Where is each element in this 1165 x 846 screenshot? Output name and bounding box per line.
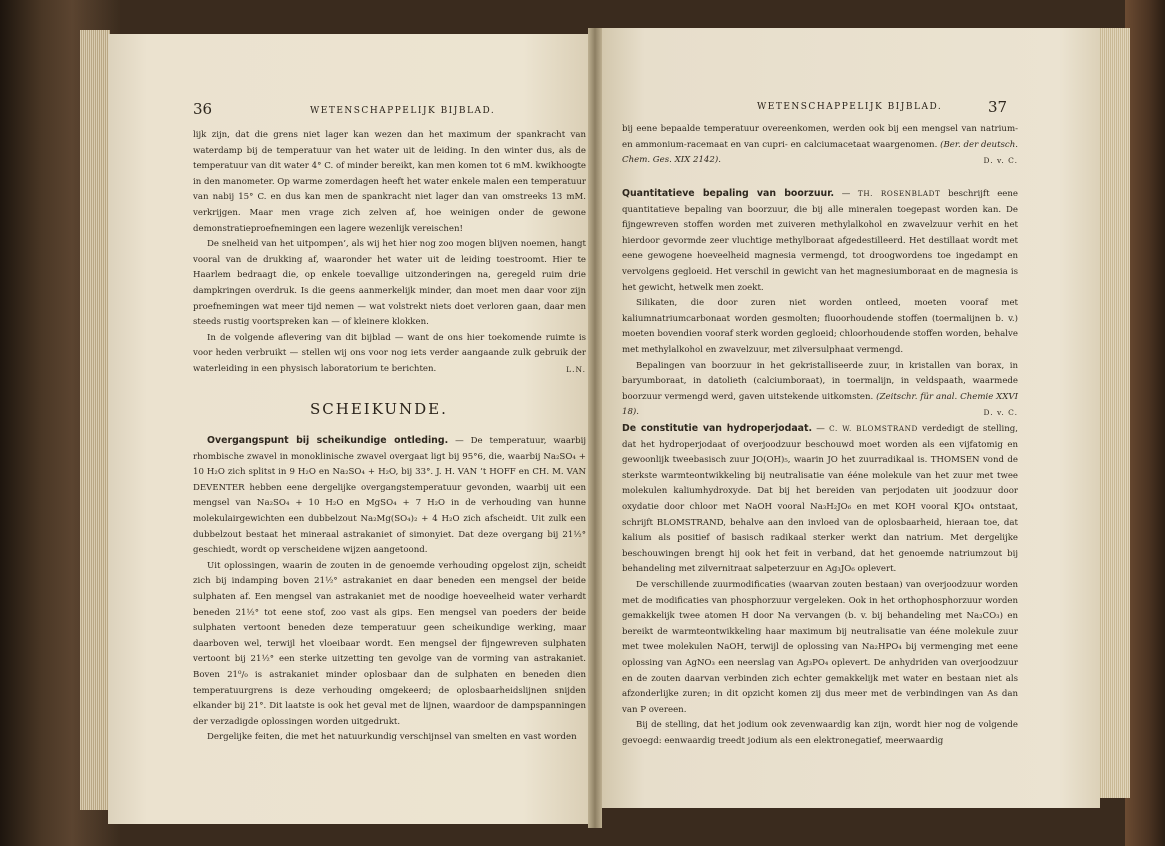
- right-page-number: 37: [988, 98, 1008, 116]
- right-article-1: Quantitatieve bepaling van boorzuur. — TH. ROSENBLADT beschrijft eene quantitatieve bepaling van boorzuur, die bij alle mineralen toegepast worden kan. De fijngewreven stoffen worden met zuiveren methylalkohol en zwavelzuur verhit en het hierdoor gevormde zeer vluchtige methylboraat afgedestilleerd. Het destillaat wordt met eene gewogene hoeveelheid magnesia vermengd, tot droogwordens toe ingedampt en vervolgens gegloeid. Het verschil in gewicht van het magnesiumboraat en de magnesia is het gewicht, hetwelk men zoekt. Silikaten, die door zuren niet worden ontleed, moeten vooraf met kaliumnatriumcarbonaat worden gesmolten; fluoorhoudende stoffen (toermalijnen b. v.) moeten bovendien vooraf sterk worden gegloeid; chloorhoudende stoffen worden, behalve met methylalkohol en zwavelzuur, met zilversulphaat vermengd. Bepalingen van boorzuur in het gekristalliseerde zuur, in kristallen van borax, in baryumboraat, in datolieth (calciumboraat), in toermalijn, in veldspaath, waarmede boorzuur vermengd werd, gaven uitstekende uitkomsten. (Zeitschr. für anal. Chemie XXVI 18). D. v. C.: [622, 186, 1018, 421]
- right-article-1-citation: (Zeitschr. für anal. Chemie XXVI 18).: [622, 391, 1019, 418]
- right-article-2-author: C. W. BLOMSTRAND: [829, 424, 918, 433]
- right-opening-paragraph: [622, 122, 1018, 169]
- section-title: SCHEIKUNDE.: [310, 400, 448, 418]
- left-intro-signature: L.N.: [566, 364, 586, 374]
- right-article-1-paragraph-3: Bepalingen van boorzuur in het gekristalliseerde zuur, in kristallen van borax, in baryumboraat, in datolieth (calciumboraat), in toermalijn, in veldspaath, waarmede boorzuur vermengd werd, gaven uitstekende uitkomsten.: [622, 360, 1018, 402]
- left-intro-paragraph-3-text: In de volgende aflevering van dit bijblad — want de ons hier toekomende ruimte is voor heden verbruikt — stellen wij ons voor nog iets verder aangaande zulk gebruik der waterleiding in een physisch laboratorium te berichten.: [193, 332, 586, 374]
- right-article-1-paragraph-1: beschrijft eene quantitatieve bepaling van boorzuur, die bij alle mineralen toegepast worden kan. De fijngewreven stoffen worden met zuiveren methylalkohol en zwavelzuur verhit en het hierdoor gevormde zeer vluchtige methylboraat afgedestilleerd. Het destillaat wordt met eene gewogene hoeveelheid magnesia vermengd, tot droogwordens toe ingedampt en vervolgens gegloeid. Het verschil in gewicht van het magnesiumboraat en de magnesia is het gewicht, hetwelk men zoekt.: [622, 189, 1018, 293]
- right-opening-text-body: bij eene bepaalde temperatuur overeenkomen, werden ook bij een mengsel van natrium- en ammonium-racemaat en van cupri- en calciumacetaat waargenomen.: [622, 124, 1018, 150]
- right-opening-text: [622, 122, 1018, 169]
- left-article-text: [193, 433, 586, 746]
- left-article-paragraph-3: Dergelijke feiten, die met het natuurkundig verschijnsel van smelten en vast worden: [207, 732, 577, 743]
- right-article-2-paragraph-1: verdedigt de stelling, dat het hydroperjodaat of overjoodzuur beschouwd moet worden als een vijfatomig en gewoonlijk tweebasisch zuur JO(OH)₅, waarin JO het zuurradikaal is. THOMSEN vond de sterkste warmteontwikkeling bij neutralisatie van ééne molekule van het zuur met twee molekulen kaliumhydroxyde. Dat bij het bereiden van perjodaten uit joodzuur door oxydatie door chloor met NaOH vooral Na₃H₂JO₆ en met KOH vooral KJO₄ ontstaat, schrijft BLOMSTRAND, behalve aan den invloed van de oplosbaarheid, hieraan toe, dat kalium als positief of basisch radikaal sterker werkt dan natrium. Met dergelijke beschouwingen brengt hij ook het feit in verband, dat het genoemde natriumzout bij behandeling met zilvernitraat salpeterzuur en Ag₃JO₆ oplevert.: [622, 424, 1019, 575]
- right-article-1-paragraph-3-wrap: [622, 359, 1018, 421]
- left-intro-paragraph-3: [193, 331, 586, 378]
- left-article-paragraph-2: Uit oplossingen, waarin de zouten in de genoemde verhouding opgelost zijn, scheidt zich bij indamping boven 21½° astrakaniet en daar beneden een mengsel der beide sulphaten af. Een mengsel van astrakaniet met de noodige hoeveelheid water verhardt beneden 21½° tot eene stof, zoo vast als gips. Een mengsel van poeders der beide sulphaten vertoont beneden deze temperatuur geen scheikundige werking, maar daarboven wel, terwijl het vloeibaar wordt. Een mengsel der fijngewreven sulphaten vertoont bij 21½° een sterke uitzetting ten gevolge van de vorming van astrakaniet. Boven 21⁰/₀ is astrakaniet minder oplosbaar dan de sulphaten en beneden dien temperatuurgrens is deze verhouding omgekeerd; de oplosbaarheidslijnen snijden elkander bij 21°. Dit laatste is ook het geval met de lijnen, waardoor de dampspanningen der verzadigde oplossingen worden uitgedrukt.: [193, 560, 586, 727]
- left-article-paragraph-1: — De temperatuur, waarbij rhombische zwavel in monoklinische zwavel overgaat ligt bij 95°6, die, waarbij Na₂SO₄ + 10 H₂O zich splitst in 9 H₂O en Na₂SO₄ + H₂O, bij 33°. J. H. VAN ’t HOFF en CH. M. VAN DEVENTER hebben eene dergelijke overgangstemperatuur gevonden, waarbij uit een mengsel van Na₂SO₄ + 10 H₂O en MgSO₄ + 7 H₂O in de verhouding van hunne molekulairgewichten een dubbelzout Na₂Mg(SO₄)₂ + 4 H₂O zich afscheidt. Uit zulk een dubbelzout bestaat het mineraal astrakaniet of simonyiet. Dat deze overgang bij 21½° geschiedt, wordt op verscheidene wijzen aangetoond.: [193, 436, 586, 556]
- right-article-1-paragraph-2: Silikaten, die door zuren niet worden ontleed, moeten vooraf met kaliumnatriumcarbonaat worden gesmolten; fluoorhoudende stoffen (toermalijnen b. v.) moeten bovendien vooraf sterk worden gegloeid; chloorhoudende stoffen worden, behalve met methylalkohol en zwavelzuur, met zilversulphaat vermengd.: [622, 298, 1018, 355]
- book-binding-right: [1125, 0, 1165, 846]
- left-page-number: 36: [193, 100, 213, 118]
- left-page-header: WETENSCHAPPELIJK BIJBLAD.: [310, 106, 496, 116]
- page-edges-left: [80, 30, 110, 810]
- right-article-2-paragraph-2: De verschillende zuurmodificaties (waarvan zouten bestaan) van overjoodzuur worden met de modificaties van phosphorzuur vergeleken. Ook in het orthophosphorzuur worden gemakkelijk twee atomen H door Na vervangen (b. v. bij behandeling met Na₂CO₃) en bereikt de warmteontwikkeling haar maximum bij neutralisatie van ééne molekule zuur met twee molekulen NaOH, terwijl de oplossing van Na₂HPO₄ bij vermenging met eene oplossing van AgNO₃ een neerslag van Ag₃PO₄ oplevert. De anhydriden van overjoodzuur en de zouten daarvan verbinden zich echter gemakkelijk met water en bestaan niet als afzonderlijke zuren; in dit opzicht komen zij dus meer met de verbindingen van As dan van P overeen.: [622, 579, 1018, 715]
- right-article-1-signature: D. v. C.: [983, 408, 1018, 418]
- right-opening-signature: D. v. C.: [983, 156, 1018, 166]
- right-article-2: De constitutie van hydroperjodaat. — C. W. BLOMSTRAND verdedigt de stelling, dat het hydroperjodaat of overjoodzuur beschouwd moet worden als een vijfatomig en gewoonlijk tweebasisch zuur JO(OH)₅, waarin JO het zuurradikaal is. THOMSEN vond de sterkste warmteontwikkeling bij neutralisatie van ééne molekule van het zuur met twee molekulen kaliumhydroxyde. Dat bij het bereiden van perjodaten uit joodzuur door oxydatie door chloor met NaOH vooral Na₃H₂JO₆ en met KOH vooral KJO₄ ontstaat, schrijft BLOMSTRAND, behalve aan den invloed van de oplosbaarheid, hieraan toe, dat kalium als positief of basisch radikaal sterker werkt dan natrium. Met dergelijke beschouwingen brengt hij ook het feit in verband, dat het genoemde natriumzout bij behandeling met zilvernitraat salpeterzuur en Ag₃JO₆ oplevert. De verschillende zuurmodificaties (waarvan zouten bestaan) van overjoodzuur worden met de modificaties van phosphorzuur vergeleken. Ook in het orthophosphorzuur worden gemakkelijk twee atomen H door Na vervangen (b. v. bij behandeling met Na₂CO₃) en bereikt de warmteontwikkeling haar maximum bij neutralisatie van ééne molekule zuur met twee molekulen NaOH, terwijl de oplossing van Na₂HPO₄ bij vermenging met eene oplossing van AgNO₃ een neerslag van Ag₃PO₄ oplevert. De anhydriden van overjoodzuur en de zouten daarvan verbinden zich echter gemakkelijk met water en bestaan niet als afzonderlijke zuren; in dit opzicht komen zij dus meer met de verbindingen van As dan van P overeen. Bij de stelling, dat het jodium ook zevenwaardig kan zijn, wordt hier nog de volgende gevoegd: eenwaardig treedt jodium als een elektronegatief, meerwaardig: [622, 421, 1018, 749]
- page-edges-right: [1100, 28, 1130, 798]
- left-intro-paragraph-1: lijk zijn, dat die grens niet lager kan wezen dan het maximum der spankracht van waterdamp bij de temperatuur van het water uit de leiding. In den winter dus, als de temperatuur van dit water 4° C. of minder bereikt, kan men komen tot 6 mM. kwikhoogte in den manometer. Op warme zomerdagen heeft het water enkele malen een temperatuur van nabij 15° C. en dus kan men de spankracht niet lager dan van omstreeks 13 mM. verkrijgen. Maar men vrage zich zelven af, hoe weinigen onder de gewone demonstratieproefnemingen een lagere wezenlijk vereischen!: [193, 130, 586, 234]
- left-intro-paragraph-2: De snelheid van het uitpompen’, als wij het hier nog zoo mogen blijven noemen, hangt vooral van de drukking af, waaronder het water uit de leiding toestroomt. Hier te Haarlem bedraagt die, op enkele toevallige uitzonderingen na, geregeld ruim drie dampkringen overdruk. Is die geens aanmerkelijk minder, dan moet men daar voor zijn proefnemingen wat meer tijd nemen — wat volstrekt niets doet verloren gaan, daar men steeds rustig voortspreken kan — of kleinere klokken.: [193, 239, 586, 328]
- book-gutter: [588, 28, 602, 828]
- left-intro-text: [193, 128, 586, 378]
- right-opening-citation: (Ber. der deutsch. Chem. Ges. XIX 2142).: [622, 139, 1019, 166]
- right-page-header: WETENSCHAPPELIJK BIJBLAD.: [757, 102, 943, 112]
- left-article-title: Overgangspunt bij scheikundige ontleding.: [207, 435, 449, 446]
- right-article-1-author: TH. ROSENBLADT: [857, 189, 941, 198]
- right-article-1-title: Quantitatieve bepaling van boorzuur.: [622, 188, 835, 199]
- right-article-2-title: De constitutie van hydroperjodaat.: [622, 423, 813, 434]
- right-article-2-paragraph-3: Bij de stelling, dat het jodium ook zevenwaardig kan zijn, wordt hier nog de volgende gevoegd: eenwaardig treedt jodium als een elektronegatief, meerwaardig: [622, 720, 1018, 746]
